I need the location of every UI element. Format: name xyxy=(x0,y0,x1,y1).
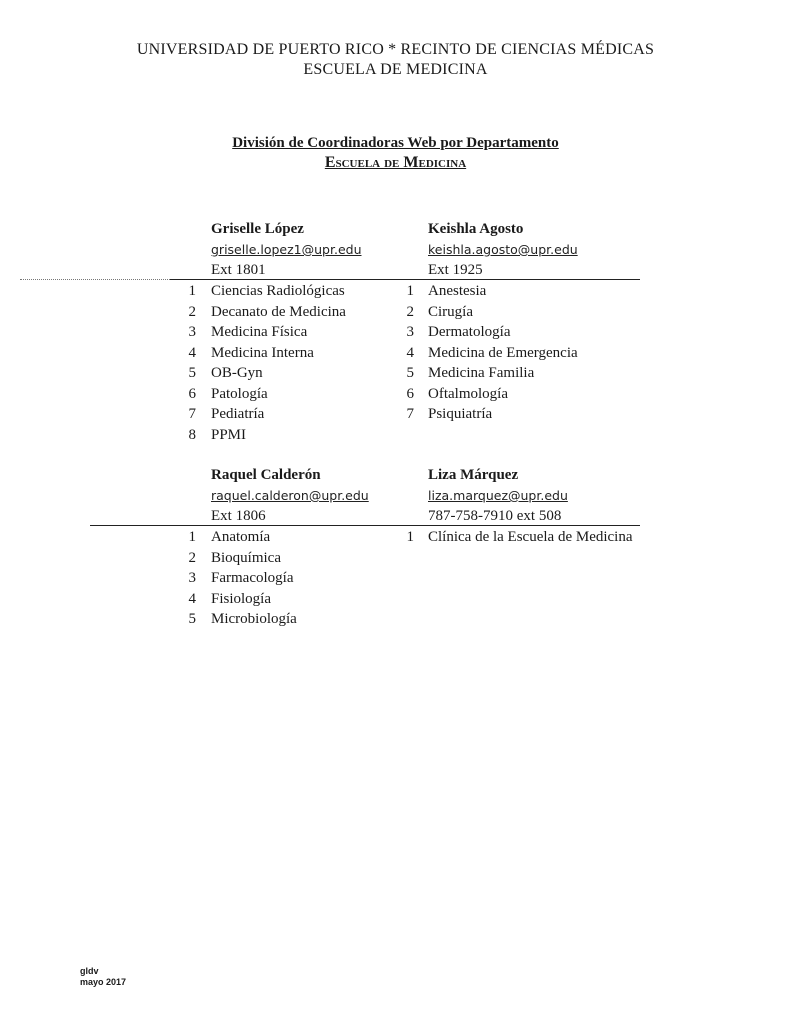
item-number: 6 xyxy=(406,385,414,402)
coordinator-email[interactable]: griselle.lopez1@upr.edu xyxy=(211,242,362,257)
coordinator-raquel xyxy=(211,465,369,526)
coordinator-name: Griselle López xyxy=(211,221,304,237)
department-name: Microbiología xyxy=(211,611,297,627)
coordinator-liza xyxy=(428,465,568,526)
department-name: Anestesia xyxy=(428,283,487,299)
coordinator-keishla xyxy=(428,219,578,280)
list-item xyxy=(0,548,791,569)
coordinator-extension: Ext 1925 xyxy=(428,262,483,278)
department-name: Dermatología xyxy=(428,324,511,340)
coordinator-email[interactable]: raquel.calderon@upr.edu xyxy=(211,488,369,503)
department-name: Clínica de la Escuela de Medicina xyxy=(428,529,633,545)
department-name: Bioquímica xyxy=(211,549,281,566)
department-name: Ciencias Radiológicas xyxy=(211,283,345,299)
list-item xyxy=(0,384,791,405)
department-list-liza xyxy=(0,527,791,548)
department-name: Farmacología xyxy=(211,570,294,586)
item-number: 3 xyxy=(188,324,196,340)
divider-line xyxy=(170,279,640,280)
coordinator-email[interactable]: keishla.agosto@upr.edu xyxy=(428,242,578,257)
item-number: 3 xyxy=(188,570,196,586)
item-number: 1 xyxy=(406,283,414,299)
department-name: Cirugía xyxy=(428,303,473,320)
list-item xyxy=(0,609,791,630)
item-number: 1 xyxy=(188,283,196,299)
department-name: Medicina Familia xyxy=(428,365,535,381)
list-item xyxy=(0,281,791,302)
item-number: 4 xyxy=(188,344,196,361)
title-line1: División de Coordinadoras Web por Departamento xyxy=(232,135,559,151)
title-line2: Escuela de Medicina xyxy=(324,154,467,171)
item-number: 2 xyxy=(188,549,196,566)
item-number: 3 xyxy=(406,324,414,340)
item-number: 1 xyxy=(188,529,196,545)
divider-line xyxy=(90,525,640,526)
department-name: Medicina de Emergencia xyxy=(428,344,578,361)
item-number: 5 xyxy=(188,365,196,381)
divider-dotted xyxy=(20,279,170,280)
document-header xyxy=(0,40,791,80)
footer-initials: gldv xyxy=(80,966,99,976)
list-item xyxy=(0,589,791,610)
item-number: 5 xyxy=(188,611,196,627)
list-item xyxy=(0,425,791,446)
coordinator-extension: Ext 1801 xyxy=(211,262,266,278)
coordinator-email[interactable]: liza.marquez@upr.edu xyxy=(428,488,568,503)
coordinator-griselle xyxy=(211,219,362,280)
department-name: Oftalmología xyxy=(428,385,508,402)
item-number: 2 xyxy=(406,303,414,320)
item-number: 4 xyxy=(188,590,196,607)
coordinator-name: Raquel Calderón xyxy=(211,467,321,483)
department-name: Psiquiatría xyxy=(428,406,493,422)
department-name: Medicina Física xyxy=(211,324,308,340)
department-name: Pediatría xyxy=(211,406,265,422)
school-name: ESCUELA DE MEDICINA xyxy=(303,61,488,78)
footer-date: mayo 2017 xyxy=(80,977,127,987)
item-number: 6 xyxy=(188,385,196,402)
list-item xyxy=(0,302,791,323)
item-number: 4 xyxy=(406,344,414,361)
item-number: 5 xyxy=(406,365,414,381)
document-footer xyxy=(80,966,126,988)
coordinator-name: Keishla Agosto xyxy=(428,221,524,237)
list-item xyxy=(0,527,791,548)
department-name: Patología xyxy=(211,385,268,402)
university-name: UNIVERSIDAD DE PUERTO RICO * RECINTO DE CIENCIAS MÉDICAS xyxy=(136,41,655,58)
coordinator-extension: 787-758-7910 ext 508 xyxy=(428,508,562,524)
list-item xyxy=(0,568,791,589)
item-number: 8 xyxy=(188,426,196,443)
list-item xyxy=(0,322,791,343)
department-name: Anatomía xyxy=(211,529,271,545)
department-list-keishla xyxy=(0,281,791,425)
document-title xyxy=(0,134,791,173)
department-name: Fisiología xyxy=(211,590,272,607)
list-item xyxy=(0,363,791,384)
item-number: 2 xyxy=(188,303,196,320)
department-name: PPMI xyxy=(211,426,247,443)
coordinator-extension: Ext 1806 xyxy=(211,508,266,524)
item-number: 1 xyxy=(406,529,414,545)
department-name: Decanato de Medicina xyxy=(211,303,346,320)
item-number: 7 xyxy=(406,406,414,422)
list-item xyxy=(0,404,791,425)
item-number: 7 xyxy=(188,406,196,422)
coordinator-name: Liza Márquez xyxy=(428,467,519,483)
department-name: Medicina Interna xyxy=(211,344,314,361)
list-item xyxy=(0,343,791,364)
department-name: OB-Gyn xyxy=(211,365,263,381)
